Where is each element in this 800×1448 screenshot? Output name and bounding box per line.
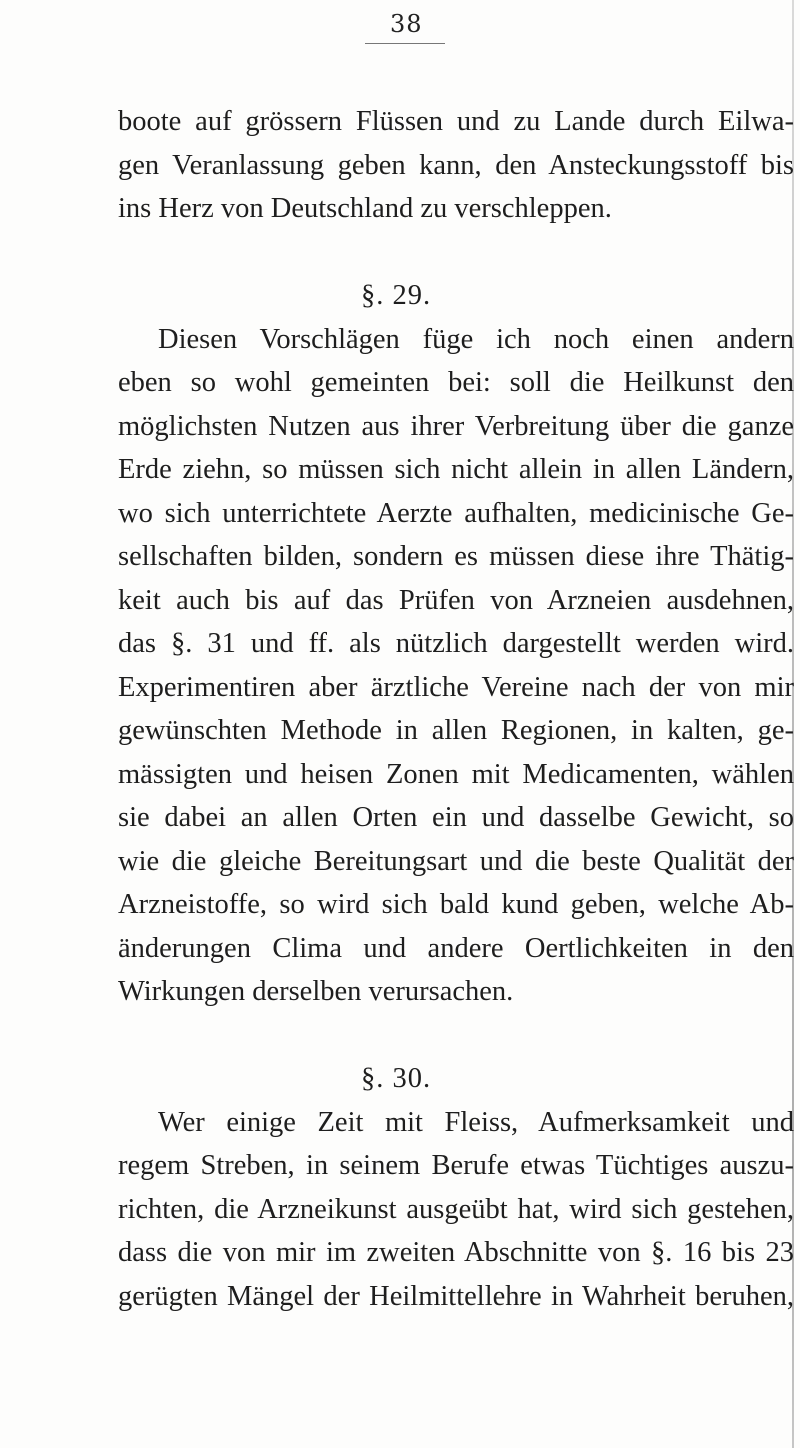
text-line: ins Herz von Deutschland zu verschleppen. bbox=[118, 193, 612, 224]
text-line: wie die gleiche Bereitungsart und die beste Qualität der bbox=[118, 845, 794, 877]
section-heading: §. 30. bbox=[360, 1063, 432, 1094]
text-line: sie dabei an allen Orten ein und dasselbe Gewicht, so bbox=[118, 802, 794, 833]
text-line: keit auch bis auf das Prüfen von Arzneien ausdehnen, bbox=[118, 584, 794, 616]
text-line: Wer einige Zeit mit Fleiss, Aufmerksamkeit und bbox=[158, 1106, 794, 1138]
text-line: gerügten Mängel der Heilmittellehre in Wahrheit beruhen, bbox=[118, 1280, 794, 1312]
text-line: das §. 31 und ff. als nützlich dargestellt werden wird. bbox=[118, 628, 794, 659]
page-number-rule bbox=[365, 43, 445, 44]
text-line: änderungen Clima und andere Oertlichkeiten in den bbox=[118, 932, 794, 964]
page-number: 38 bbox=[390, 10, 423, 38]
paragraph-gap bbox=[118, 231, 794, 275]
text-line: möglichsten Nutzen aus ihrer Verbreitung über die ganze bbox=[118, 410, 794, 442]
text-line: Diesen Vorschlägen füge ich noch einen andern bbox=[158, 323, 794, 355]
text-line: regem Streben, in seinem Berufe etwas Tüchtiges auszu- bbox=[118, 1150, 794, 1181]
text-line: Wirkungen derselben verursachen. bbox=[118, 976, 514, 1007]
text-line: wo sich unterrichtete Aerzte aufhalten, medicinische Ge- bbox=[118, 497, 794, 529]
text-line: richten, die Arzneikunst ausgeübt hat, wird sich gestehen, bbox=[118, 1193, 794, 1225]
text-line: boote auf grössern Flüssen und zu Lande durch Eilwa- bbox=[118, 106, 794, 137]
text-line: dass die von mir im zweiten Abschnitte von §. 16 bis 23 bbox=[118, 1237, 794, 1268]
text-line: gewünschten Methode in allen Regionen, in kalten, ge- bbox=[118, 715, 794, 746]
text-line: eben so wohl gemeinten bei: soll die Heilkunst den bbox=[118, 367, 794, 398]
body-text bbox=[118, 100, 794, 1318]
text-line: mässigten und heisen Zonen mit Medicamenten, wählen bbox=[118, 758, 794, 790]
paragraph-gap bbox=[118, 1014, 794, 1058]
text-line: Erde ziehn, so müssen sich nicht allein in allen Ländern, bbox=[118, 454, 794, 485]
text-line: sellschaften bilden, sondern es müssen diese ihre Thätig- bbox=[118, 541, 794, 572]
text-line: gen Veranlassung geben kann, den Ansteckungsstoff bis bbox=[118, 149, 794, 181]
text-line: Experimentiren aber ärztliche Vereine nach der von mir bbox=[118, 671, 794, 703]
text-line: Arzneistoffe, so wird sich bald kund geben, welche Ab- bbox=[118, 889, 794, 920]
section-heading: §. 29. bbox=[360, 280, 432, 311]
